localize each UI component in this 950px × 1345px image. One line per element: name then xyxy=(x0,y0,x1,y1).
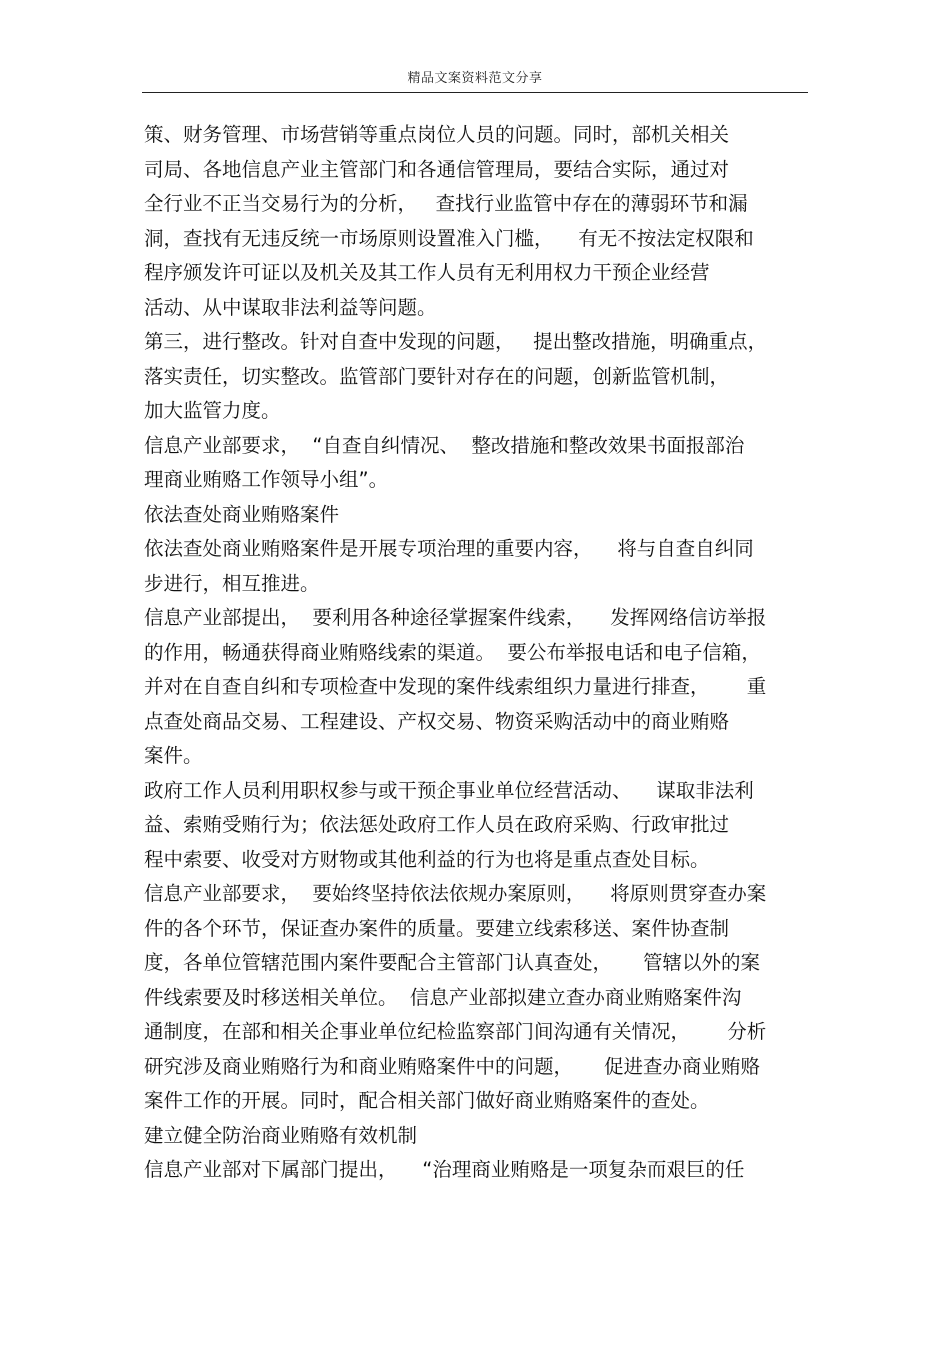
text-line: 活动、从中谋取非法利益等问题。 xyxy=(144,295,437,319)
text-line: 研究涉及商业贿赂行为和商业贿赂案件中的问题， 促进查办商业贿赂 xyxy=(144,1054,760,1078)
text-line: 建立健全防治商业贿赂有效机制 xyxy=(144,1123,418,1147)
text-line: 依法查处商业贿赂案件是开展专项治理的重要内容， 将与自查自纠同 xyxy=(144,537,754,560)
text-line: 第三，进行整改。针对自查中发现的问题， 提出整改措施，明确重点， xyxy=(144,330,768,353)
text-line: 程中索要、收受对方财物或其他利益的行为也将是重点查处目标。 xyxy=(144,847,710,871)
text-line: 程序颁发许可证以及机关及其工作人员有无利用权力干预企业经营 xyxy=(144,261,710,284)
text-line: 信息产业部对下属部门提出， “治理商业贿赂是一项复杂而艰巨的任 xyxy=(144,1158,745,1181)
text-line: 信息产业部要求， “自查自纠情况、 整改措施和整改效果书面报部治 xyxy=(144,433,745,457)
text-line: 益、索贿受贿行为；依法惩处政府工作人员在政府采购、行政审批过 xyxy=(144,813,730,836)
text-line: 信息产业部提出， 要利用各种途径掌握案件线索， 发挥网络信访举报 xyxy=(144,606,767,629)
text-line: 策、财务管理、市场营销等重点岗位人员的问题。同时，部机关相关 xyxy=(144,123,730,146)
text-line: 加大监管力度。 xyxy=(144,399,281,422)
text-line: 通制度，在部和相关企事业单位纪检监察部门间沟通有关情况， 分析 xyxy=(144,1020,767,1043)
text-line: 信息产业部要求， 要始终坚持依法依规办案原则， 将原则贯穿查办案 xyxy=(144,882,767,905)
text-line: 司局、各地信息产业主管部门和各通信管理局，要结合实际，通过对 xyxy=(144,157,730,181)
text-line: 步进行，相互推进。 xyxy=(144,571,320,595)
page-header xyxy=(142,62,808,93)
text-line: 的作用，畅通获得商业贿赂线索的渠道。 要公布举报电话和电子信箱， xyxy=(144,640,761,664)
header-text: 精品文案资料范文分享 xyxy=(407,71,543,86)
text-line: 度，各单位管辖范围内案件要配合主管部门认真查处， 管辖以外的案 xyxy=(144,951,760,974)
text-line: 案件。 xyxy=(144,744,203,767)
text-line: 理商业贿赂工作领导小组”。 xyxy=(144,468,389,491)
text-line: 全行业不正当交易行为的分析， 查找行业监管中存在的薄弱环节和漏 xyxy=(144,192,748,215)
text-line: 依法查处商业贿赂案件 xyxy=(144,502,340,526)
text-line: 并对在自查自纠和专项检查中发现的案件线索组织力量进行排查， 重 xyxy=(144,675,767,698)
text-line: 件的各个环节，保证查办案件的质量。要建立线索移送、案件协查制 xyxy=(144,916,730,940)
text-line: 洞，查找有无违反统一市场原则设置准入门槛， 有无不按法定权限和 xyxy=(144,226,754,250)
text-line: 点查处商品交易、工程建设、产权交易、物资采购活动中的商业贿赂 xyxy=(144,709,730,733)
document-body xyxy=(144,118,808,1188)
text-line: 案件工作的开展。同时，配合相关部门做好商业贿赂案件的查处。 xyxy=(144,1089,710,1112)
text-line: 政府工作人员利用职权参与或干预企事业单位经营活动、 谋取非法利 xyxy=(144,778,754,802)
text-line: 落实责任，切实整改。监管部门要针对存在的问题，创新监管机制， xyxy=(144,364,730,388)
text-line: 件线索要及时移送相关单位。 信息产业部拟建立查办商业贿赂案件沟 xyxy=(144,985,742,1009)
